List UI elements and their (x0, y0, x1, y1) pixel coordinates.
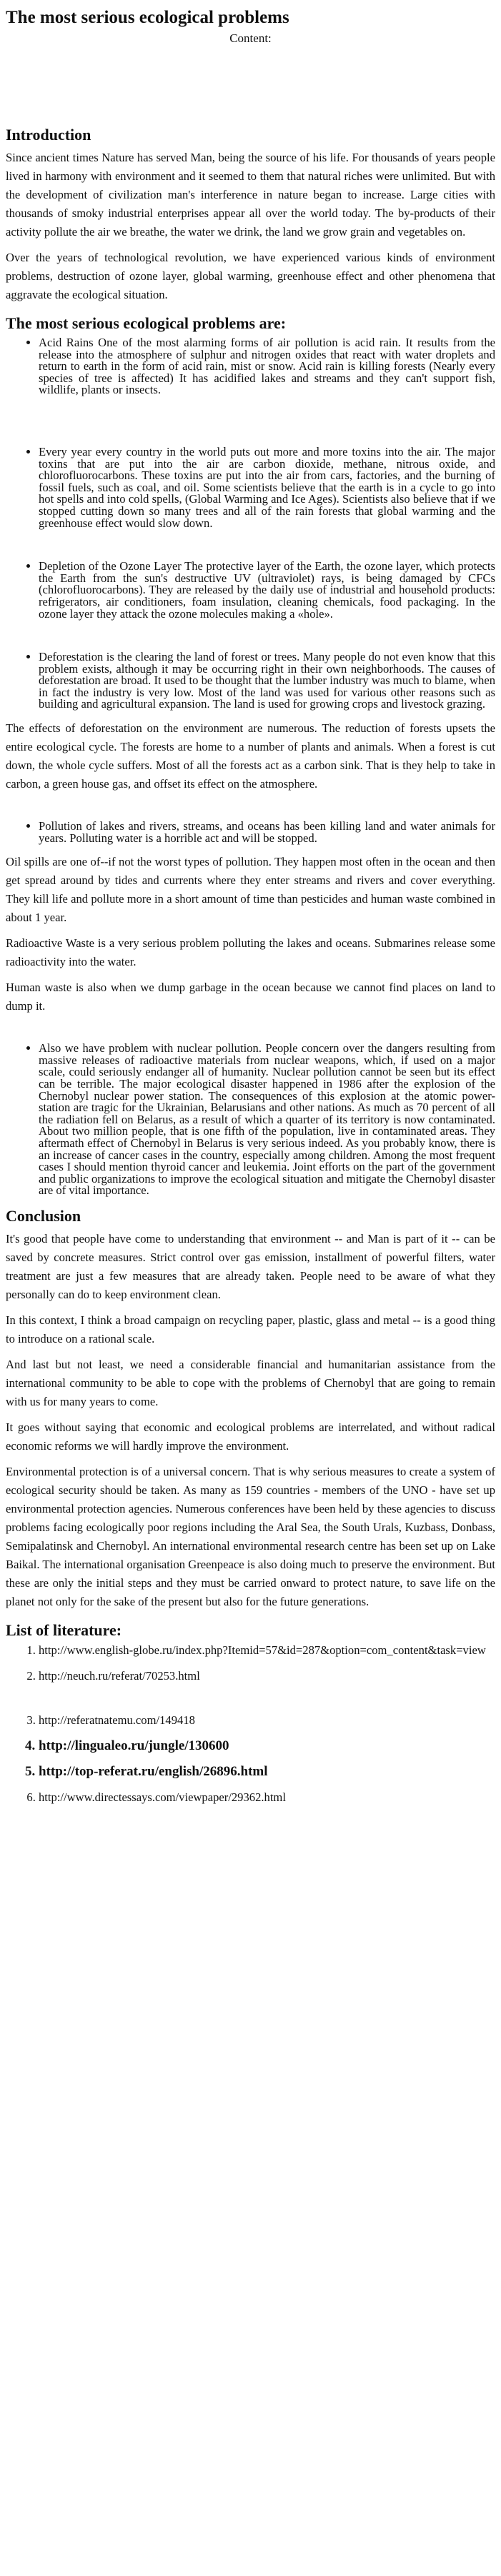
radioactive-waste-paragraph: Radioactive Waste is a very serious problem polluting the lakes and oceans. Submarines release some radioactivity into the water. (6, 936, 495, 969)
literature-link[interactable]: 3. http://referatnatemu.com/149418 (39, 1714, 495, 1727)
conclusion-paragraph-4: It goes without saying that economic and ecological problems are interrelated, and without radical economic reforms we will hardly improve the environment. (6, 1420, 495, 1453)
conclusion-paragraph-1: It's good that people have come to understanding that environment -- and Man is part of it -- can be saved by concrete measures. Strict control over gas emission, installment of powerful filters, water treatment are just a few measures that are already taken. People need to be aware of what they personally can do to keep environment clean. (6, 1231, 495, 1301)
literature-link[interactable]: 2. http://neuch.ru/referat/70253.html (39, 1670, 495, 1683)
problems-list-4 (6, 651, 495, 711)
problems-list-6 (6, 1043, 495, 1197)
intro-paragraph-2: Over the years of technological revolution, we have experienced various kinds of environment problems, destruction of ozone layer, global warming, greenhouse effect and other phenomena that aggravate the ecological situation. (6, 251, 495, 301)
deforestation-effects-paragraph: The effects of deforestation on the environment are numerous. The reduction of forests upsets the entire ecological cycle. The forests are home to a number of plants and animals. When a forest is cut down, the whole cycle suffers. Most of all the forests act as a carbon sink. That is they help to take in carbon, a green house gas, and offset its effect on the atmosphere. (6, 721, 495, 791)
document-title: The most serious ecological problems (6, 8, 289, 27)
intro-paragraph-1: Since ancient times Nature has served Man, being the source of his life. For thousands of years people lived in harmony with environment and it seemed to them that natural riches were unlimited. But with the development of civilization man's interference in nature began to increase. Large cities with thousands of smoky industrial enterprises appear all over the world today. The by-products of their activity pollute the air we breathe, the water we drink, the land we grow grain and vegetables on. (6, 151, 495, 239)
spacer (6, 801, 495, 821)
conclusion-paragraph-5: Environmental protection is of a universal concern. That is why serious measures to create a system of ecological security should be taken. As many as 159 countries - members of the UNO - have set up environmental protection agencies. Numerous conferences have been held by these agencies to discuss problems facing ecologically poor regions including the Aral Sea, the South Urals, Kuzbass, Donbass, Semipalatinsk and Chernobyl. An international environmental research centre has been set up on Lake Baikal. The international organisation Greenpeace is also doing much to preserve the environment. But these are only the initial steps and they must be carried onward to protect nature, to save life on the planet not only for the sake of the present but also for the future generations. (6, 1464, 495, 1608)
introduction-heading: Introduction (6, 126, 91, 144)
problems-list-1 (6, 337, 495, 396)
problems-list-3 (6, 561, 495, 620)
bullet-deforestation: • Deforestation is the clearing the land of forest or trees. Many people do not even know that this problem exists, although it may be occurring right in their own neighborhoods. The causes of deforestation are broad. It used to be thought that the lumber industry was much to blame, when in fact the industry is very low. Most of the land was used for various other reasons such as building and agricultural expansion. The land is used for growing crops and livestock grazing. (39, 651, 495, 711)
literature-link[interactable]: 1. http://www.english-globe.ru/index.php?Itemid=57&id=287&option=com_content&task=view (39, 1644, 495, 1657)
oil-spills-paragraph: Oil spills are one of--if not the worst types of pollution. They happen most often in the ocean and then get spread around by tides and currents where they enter streams and rivers and cover everything. They kill life and pollute more in a short amount of time than pesticides and human waste combined in about 1 year. (6, 855, 495, 925)
conclusion-paragraph-2: In this context, I think a broad campaign on recycling paper, plastic, glass and metal -- is a good thing to introduce on a rational scale. (6, 1313, 495, 1345)
bullet-ozone: • Depletion of the Ozone Layer The protective layer of the Earth, the ozone layer, which protects the Earth from the sun's destructive UV (ultraviolet) rays, is being damaged by CFCs (chlorofluorocarbons). They are released by the daily use of industrial and household products: refrigerators, air conditioners, foam insulation, cleaning chemicals, food packaging. In the ozone layer they attack the ozone molecules making a «hole». (39, 561, 495, 620)
bullet-acid-rains: • Acid Rains One of the most alarming forms of air pollution is acid rain. It results from the release into the atmosphere of sulphur and nitrogen oxides that react with water droplets and return to earth in the form of acid rain, mist or snow. Acid rain is killing forests (Nearly every species of tree is affected) It has acidified lakes and streams and they can't support fish, wildlife, plants or insects. (39, 337, 495, 396)
bullet-water-pollution: • Pollution of lakes and rivers, streams, and oceans has been killing land and water animals for years. Polluting water is a horrible act and will be stopped. (39, 821, 495, 844)
conclusion-heading: Conclusion (6, 1206, 81, 1225)
human-waste-paragraph: Human waste is also when we dump garbage in the ocean because we cannot find places on land to dump it. (6, 981, 495, 1013)
spacer (6, 844, 495, 853)
problems-heading: The most serious ecological problems are: (6, 314, 287, 332)
literature-link[interactable]: 6. http://www.directessays.com/viewpaper/29362.html (39, 1791, 495, 1804)
content-label: Content: (229, 31, 272, 45)
spacer (6, 529, 495, 561)
spacer (6, 620, 495, 651)
spacer (6, 1023, 495, 1043)
literature-heading: List of literature: (6, 1620, 122, 1639)
bullet-nuclear-pollution: • Also we have problem with nuclear pollution. People concern over the dangers resulting from massive releases of radioactive materials from nuclear weapons, which, if used on a major scale, could seriously endanger all of humanity. Nuclear pollution cannot be seen but its effect can be terrible. The major ecological disaster happened in 1986 after the explosion of the Chernobyl nuclear power station. The consequences of this explosion at the atomic power-station are tragic for the Ukrainian, Belarusians and other nations. As much as 70 percent of all the radiation fell on Belarus, as a result of which a quarter of its territory is now contaminated. About two million people, that is one fifth of the population, live in contaminated areas. They aftermath effect of Chernobyl in Belarus is very serious indeed. As you probably know, there is an increase of cancer cases in the country, especially among children. Among the most frequent cases I should mention thyroid cancer and leukemia. Joint efforts on the part of the government and public organizations to improve the ecological situation and mitigate the Chernobyl disaster are of vital importance. (39, 1043, 495, 1197)
spacer (6, 396, 495, 446)
problems-list-2 (6, 446, 495, 529)
literature-link[interactable]: 5. http://top-referat.ru/english/26896.html (39, 1765, 495, 1778)
bullet-toxins: • Every year every country in the world puts out more and more toxins into the air. The major toxins that are put into the air are carbon dioxide, methane, nitrous oxide, and chlorofluorocarbons. These toxins are put into the air from cars, factories, and the burning of fossil fuels, such as coal, and oil. Some scientists believe that the earth is in a cycle to go into hot spells and into cold spells, (Global Warming and Ice Ages). Scientists also believe that if we stopped cutting down so many trees and all of the rain forests that global warming and the greenhouse effect would slow down. (39, 446, 495, 529)
problems-list-5 (6, 821, 495, 844)
literature-list (6, 1644, 495, 1804)
conclusion-paragraph-3: And last but not least, we need a considerable financial and humanitarian assistance from the international community to be able to cope with the problems of Chernobyl that are going to remain with us for many years to come. (6, 1357, 495, 1408)
literature-link[interactable]: 4. http://lingualeo.ru/jungle/130600 (39, 1740, 495, 1753)
spacer (6, 711, 495, 719)
